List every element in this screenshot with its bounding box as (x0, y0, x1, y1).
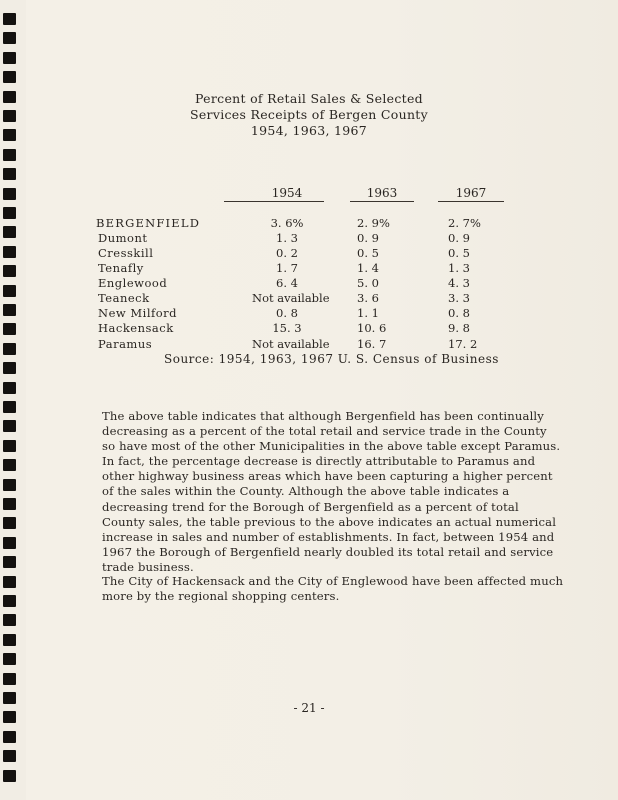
cell-1963: 1. 1 (357, 306, 379, 320)
binding-hole (3, 246, 16, 258)
cell-1963: 10. 6 (357, 321, 387, 335)
binding-hole (3, 188, 16, 200)
cell-1967: 0. 8 (448, 306, 470, 320)
binding-hole (3, 13, 16, 25)
cell-1954: 6. 4 (276, 276, 298, 290)
paragraph-line: decreasing trend for the Borough of Bergenfield as a percent of total (102, 499, 519, 514)
binding-hole (3, 614, 16, 626)
cell-1967: 3. 3 (448, 291, 470, 305)
paragraph-line: increase in sales and number of establishments. In fact, between 1954 and (102, 529, 555, 544)
cell-1963: 1. 4 (357, 261, 379, 275)
paragraph-line: The above table indicates that although Bergenfield has been continually (102, 409, 544, 423)
table-title-line-2: Services Receipts of Bergen County (190, 107, 428, 122)
body-paragraph-2 (102, 574, 572, 604)
cell-1954: 1. 3 (276, 231, 298, 245)
binding-hole (3, 537, 16, 549)
cell-1954: 3. 6% (270, 216, 304, 230)
binding-hole (3, 634, 16, 646)
header-rule-1963 (350, 201, 414, 202)
cell-1954: 15. 3 (272, 321, 302, 335)
binding-hole (3, 285, 16, 297)
paragraph-line: The City of Hackensack and the City of Englewood have been affected much (102, 574, 564, 588)
binding-hole (3, 343, 16, 355)
paragraph-line: trade business. (102, 559, 194, 574)
row-municipality-name: Dumont (98, 231, 148, 245)
paragraph-line: 1967 the Borough of Bergenfield nearly doubled its total retail and service (102, 544, 554, 559)
binding-hole (3, 498, 16, 510)
row-municipality-name: Englewood (98, 276, 168, 290)
binding-hole (3, 479, 16, 491)
table-title-line-1: Percent of Retail Sales & Selected (195, 91, 423, 106)
column-header-1963: 1963 (366, 186, 398, 200)
binding-hole (3, 673, 16, 685)
binding-hole (3, 52, 16, 64)
paragraph-line: more by the regional shopping centers. (102, 589, 340, 604)
binding-hole (3, 420, 16, 432)
binding-hole (3, 265, 16, 277)
row-municipality-name: Tenafly (98, 261, 144, 275)
binding-hole (3, 304, 16, 316)
table-source: Source: 1954, 1963, 1967 U. S. Census of Business (164, 352, 499, 366)
cell-1963: 5. 0 (357, 276, 379, 290)
binding-hole (3, 750, 16, 762)
cell-1954: Not available (252, 291, 330, 305)
cell-1963: 16. 7 (357, 337, 387, 351)
binding-hole (3, 401, 16, 413)
paragraph-line: of the sales within the County. Although the above table indicates a (102, 484, 510, 499)
cell-1963: 0. 5 (357, 246, 379, 260)
cell-1954: 1. 7 (276, 261, 298, 275)
binding-hole (3, 731, 16, 743)
binding-hole (3, 149, 16, 161)
binding-hole (3, 459, 16, 471)
binding-hole (3, 440, 16, 452)
cell-1967: 2. 7% (448, 216, 481, 230)
binding-hole (3, 32, 16, 44)
header-rule-1967 (438, 201, 504, 202)
row-municipality-name: Paramus (98, 337, 153, 351)
header-rule-1954 (224, 201, 324, 202)
binding-hole (3, 595, 16, 607)
row-municipality-name: Hackensack (98, 321, 174, 335)
binding-hole (3, 653, 16, 665)
column-header-1967: 1967 (455, 186, 487, 200)
row-municipality-name: Teaneck (98, 291, 150, 305)
binding-hole (3, 168, 16, 180)
row-municipality-name: BERGENFIELD (96, 216, 201, 230)
paragraph-line: decreasing as a percent of the total retail and service trade in the County (102, 424, 547, 439)
cell-1963: 2. 9% (357, 216, 390, 230)
table-title-line-3: 1954, 1963, 1967 (250, 123, 368, 138)
cell-1967: 0. 9 (448, 231, 470, 245)
cell-1954: Not available (252, 337, 330, 351)
cell-1967: 4. 3 (448, 276, 470, 290)
binding-hole (3, 576, 16, 588)
row-municipality-name: Cresskill (98, 246, 154, 260)
binding-hole (3, 226, 16, 238)
cell-1967: 1. 3 (448, 261, 470, 275)
paragraph-line: In fact, the percentage decrease is directly attributable to Paramus and (102, 454, 536, 469)
binding-hole (3, 556, 16, 568)
paragraph-line: so have most of the other Municipalities in the above table except Paramus. (102, 439, 561, 454)
binding-hole (3, 517, 16, 529)
binding-hole (3, 207, 16, 219)
cell-1954: 0. 8 (276, 306, 298, 320)
page-number: - 21 - (293, 701, 325, 715)
body-paragraph-1 (102, 409, 572, 575)
paragraph-line: other highway business areas which have been capturing a higher percent (102, 469, 553, 484)
binding-hole (3, 362, 16, 374)
binding-hole (3, 382, 16, 394)
cell-1954: 0. 2 (276, 246, 298, 260)
paragraph-line: County sales, the table previous to the above indicates an actual numerical (102, 514, 557, 529)
cell-1967: 9. 8 (448, 321, 470, 335)
binding-hole (3, 323, 16, 335)
binding-hole (3, 770, 16, 782)
cell-1963: 0. 9 (357, 231, 379, 245)
column-header-1954: 1954 (271, 186, 303, 200)
cell-1963: 3. 6 (357, 291, 379, 305)
binding-hole (3, 71, 16, 83)
cell-1967: 0. 5 (448, 246, 470, 260)
row-municipality-name: New Milford (98, 306, 178, 320)
cell-1967: 17. 2 (448, 337, 478, 351)
